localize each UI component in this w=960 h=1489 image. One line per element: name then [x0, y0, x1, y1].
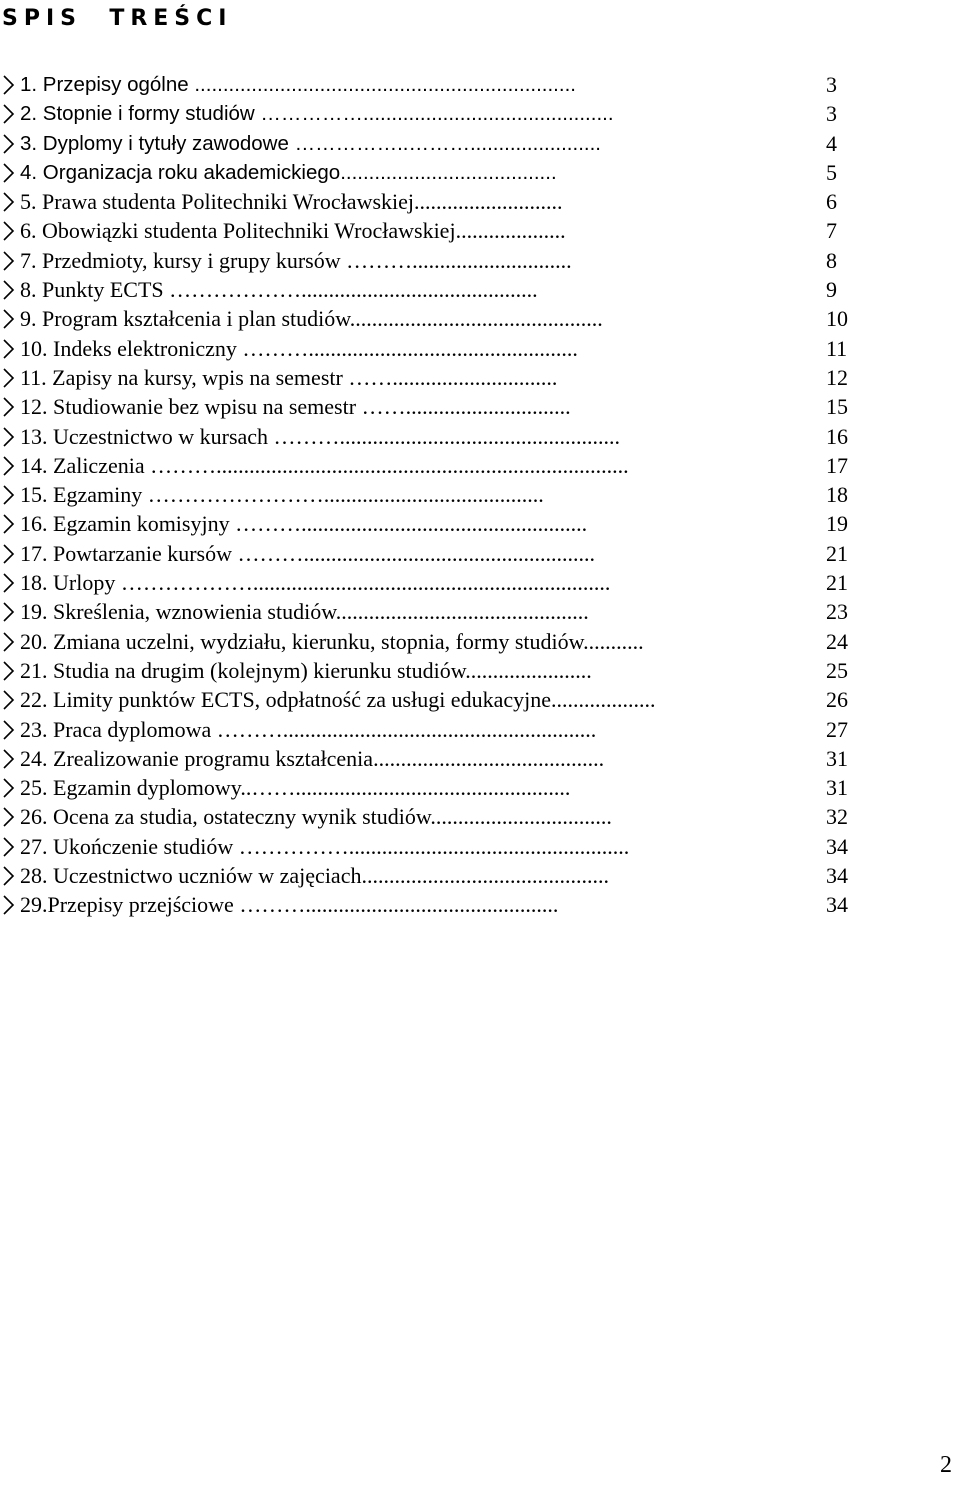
toc-item[interactable] — [0, 685, 960, 714]
toc-item-page: 3 — [826, 72, 837, 97]
toc-item-page: 31 — [826, 775, 848, 801]
toc-entry[interactable] — [20, 685, 790, 714]
section-sign-icon — [0, 568, 18, 597]
toc-item-label: 25. Egzamin dyplomowy — [20, 775, 241, 801]
toc-entry[interactable] — [20, 832, 790, 861]
toc-item-page: 3 — [826, 101, 837, 127]
toc-item-label: 20. Zmiana uczelni, wydziału, kierunku, stopnia, formy studiów — [20, 628, 584, 654]
toc-leader: ………................................................. — [236, 335, 578, 361]
toc-entry[interactable] — [20, 597, 790, 626]
toc-entry[interactable] — [20, 129, 790, 158]
toc-entry[interactable] — [20, 656, 790, 685]
toc-leader: ………......................................................... — [211, 716, 597, 742]
section-sign-icon — [0, 70, 18, 99]
toc-item-label: 12. Studiowanie bez wpisu na semestr — [20, 394, 357, 420]
toc-item-label: 19. Skreślenia, wznowienia studiów — [20, 599, 336, 625]
toc-item-page: 21 — [826, 540, 848, 566]
section-sign-icon — [0, 129, 18, 158]
section-sign-icon — [0, 744, 18, 773]
section-sign-icon — [0, 861, 18, 890]
section-sign-icon — [0, 99, 18, 128]
toc-item-label: 1. Przepisy ogólne — [20, 73, 189, 96]
toc-item[interactable] — [0, 187, 960, 216]
toc-leader: ................................................................... — [188, 73, 576, 96]
toc-item[interactable] — [0, 832, 960, 861]
toc-leader: ……….............................................. — [233, 892, 559, 918]
toc-item-page: 18 — [826, 482, 848, 508]
toc-item[interactable] — [0, 568, 960, 597]
section-sign-icon — [0, 832, 18, 861]
toc-entry[interactable] — [20, 363, 790, 392]
toc-item-label: 17. Powtarzanie kursów — [20, 540, 233, 566]
section-sign-icon — [0, 890, 18, 919]
toc-item-page: 5 — [826, 159, 837, 185]
section-sign-icon — [0, 597, 18, 626]
toc-leader: …….............................. — [356, 394, 571, 420]
toc-leader: ………………........................................... — [163, 277, 538, 303]
toc-item[interactable] — [0, 480, 960, 509]
toc-item-label: 16. Egzamin komisyjny — [20, 511, 230, 537]
toc-item-label: 5. Prawa studenta Politechniki Wrocławskiej — [20, 189, 415, 215]
toc-item-label: 10. Indeks elektroniczny — [20, 335, 237, 361]
toc-leader: …….............................. — [342, 364, 558, 390]
toc-item-page: 9 — [826, 277, 837, 303]
toc-leader: ........................... — [414, 189, 563, 215]
toc-item[interactable] — [0, 451, 960, 480]
toc-item[interactable] — [0, 304, 960, 333]
toc-entry[interactable] — [20, 773, 790, 802]
toc-item-page: 16 — [826, 423, 848, 449]
toc-item-page: 6 — [826, 189, 837, 215]
toc-entry[interactable] — [20, 715, 790, 744]
section-sign-icon — [0, 158, 18, 187]
toc-item[interactable] — [0, 597, 960, 626]
section-sign-icon — [0, 216, 18, 245]
section-sign-icon — [0, 275, 18, 304]
toc-item-page: 32 — [826, 804, 848, 830]
toc-item-label: 9. Program kształcenia i plan studiów — [20, 306, 350, 332]
toc-item-label: 22. Limity punktów ECTS, odpłatność za usługi edukacyjne — [20, 687, 551, 713]
section-sign-icon — [0, 451, 18, 480]
section-sign-icon — [0, 509, 18, 538]
toc-entry[interactable] — [20, 422, 790, 451]
toc-leader: ………............................. — [340, 247, 572, 273]
toc-entry[interactable] — [20, 187, 790, 216]
toc-item-label: 14. Zaliczenia — [20, 452, 145, 478]
toc-item[interactable] — [0, 158, 960, 187]
toc-leader: ……………………........................................ — [142, 482, 544, 508]
toc-entry[interactable] — [20, 568, 790, 597]
toc-leader: ................................. — [430, 804, 612, 830]
toc-entry[interactable] — [20, 216, 790, 245]
table-of-contents — [0, 70, 960, 920]
toc-entry[interactable] — [20, 451, 790, 480]
toc-leader: ................... — [550, 687, 656, 713]
toc-item-page: 11 — [826, 335, 848, 361]
toc-item-page: 31 — [826, 745, 848, 771]
toc-leader: .......................................... — [373, 745, 605, 771]
section-sign-icon — [0, 363, 18, 392]
toc-item-page: 34 — [826, 863, 848, 889]
toc-entry[interactable] — [20, 802, 790, 831]
toc-entry[interactable] — [20, 158, 790, 187]
toc-item-page: 12 — [826, 364, 848, 390]
section-sign-icon — [0, 627, 18, 656]
toc-item-page: 17 — [826, 452, 848, 478]
toc-entry[interactable] — [20, 744, 790, 773]
toc-item-page: 4 — [826, 130, 837, 156]
toc-item[interactable] — [0, 334, 960, 363]
section-sign-icon — [0, 480, 18, 509]
toc-leader: ………..................................................... — [232, 540, 596, 566]
toc-entry[interactable] — [20, 861, 790, 890]
toc-item[interactable] — [0, 509, 960, 538]
toc-leader: .............................................. — [335, 599, 589, 625]
toc-leader: ……………..………....................... — [288, 131, 601, 155]
toc-item-label: 21. Studia na drugim (kolejnym) kierunku studiów — [20, 657, 466, 683]
toc-item[interactable] — [0, 392, 960, 421]
toc-item-label: 27. Ukończenie studiów — [20, 833, 234, 859]
section-sign-icon — [0, 246, 18, 275]
toc-entry[interactable] — [20, 275, 790, 304]
toc-entry[interactable] — [20, 246, 790, 275]
toc-item-label: 8. Punkty ECTS — [20, 277, 164, 303]
section-sign-icon — [0, 392, 18, 421]
toc-leader: ..…….................................................. — [240, 775, 571, 801]
toc-leader: ........... — [583, 628, 644, 654]
toc-item[interactable] — [0, 363, 960, 392]
toc-item-page: 34 — [826, 892, 848, 918]
toc-item-page: 7 — [826, 218, 837, 244]
toc-item-page: 10 — [826, 306, 848, 332]
toc-entry[interactable] — [20, 99, 790, 128]
toc-entry[interactable] — [20, 70, 790, 99]
toc-item[interactable] — [0, 70, 960, 99]
toc-item-label: 2. Stopnie i formy studiów — [20, 102, 255, 126]
toc-item[interactable] — [0, 99, 960, 128]
toc-item-label: 4. Organizacja roku akademickiego — [20, 160, 341, 184]
toc-item-page: 26 — [826, 687, 848, 713]
toc-item[interactable] — [0, 275, 960, 304]
toc-leader: ……………............................................ — [254, 102, 614, 126]
toc-item[interactable] — [0, 773, 960, 802]
toc-item-page: 15 — [826, 394, 848, 420]
toc-item[interactable] — [0, 890, 960, 919]
section-sign-icon — [0, 539, 18, 568]
toc-item-label: 18. Urlopy — [20, 570, 116, 596]
toc-leader: ……………................................................... — [233, 833, 630, 859]
toc-item-label: 7. Przedmioty, kursy i grupy kursów — [20, 247, 341, 273]
toc-item-label: 23. Praca dyplomowa — [20, 716, 212, 742]
toc-entry[interactable] — [20, 392, 790, 421]
toc-item-label: 3. Dyplomy i tytuły zawodowe — [20, 131, 289, 155]
section-sign-icon — [0, 187, 18, 216]
section-sign-icon — [0, 802, 18, 831]
toc-entry[interactable] — [20, 480, 790, 509]
section-sign-icon — [0, 304, 18, 333]
toc-leader: ...................................... — [340, 160, 557, 184]
toc-item-label: 13. Uczestnictwo w kursach — [20, 423, 269, 449]
toc-entry[interactable] — [20, 334, 790, 363]
toc-item[interactable] — [0, 627, 960, 656]
toc-item[interactable] — [0, 246, 960, 275]
toc-leader: ....................... — [465, 657, 592, 683]
page-number: 2 — [940, 1452, 952, 1478]
toc-leader: .................... — [455, 218, 566, 244]
toc-item-page: 19 — [826, 511, 848, 537]
toc-item-page: 23 — [826, 599, 848, 625]
toc-leader: ………........................................................................... — [144, 452, 629, 478]
toc-item-page: 27 — [826, 716, 848, 742]
toc-leader: .............................................. — [349, 306, 603, 332]
section-sign-icon — [0, 334, 18, 363]
toc-entry[interactable] — [20, 890, 790, 919]
toc-leader: ………................................................... — [268, 423, 621, 449]
toc-item[interactable] — [0, 216, 960, 245]
toc-item-label: 26. Ocena za studia, ostateczny wynik studiów — [20, 804, 431, 830]
section-sign-icon — [0, 685, 18, 714]
toc-item[interactable] — [0, 656, 960, 685]
section-sign-icon — [0, 773, 18, 802]
toc-leader: ………………................................................................. — [115, 570, 611, 596]
toc-item[interactable] — [0, 539, 960, 568]
toc-item-page: 21 — [826, 570, 848, 596]
toc-item-label: 15. Egzaminy — [20, 482, 143, 508]
toc-entry[interactable] — [20, 539, 790, 568]
toc-entry[interactable] — [20, 304, 790, 333]
toc-item-label: 29.Przepisy przejściowe — [20, 892, 234, 918]
toc-leader: ............................................. — [361, 863, 609, 889]
toc-item-page: 25 — [826, 657, 848, 683]
toc-item[interactable] — [0, 422, 960, 451]
toc-item-label: 28. Uczestnictwo uczniów w zajęciach — [20, 863, 362, 889]
toc-item-page: 24 — [826, 628, 848, 654]
section-sign-icon — [0, 715, 18, 744]
toc-item-page: 34 — [826, 833, 848, 859]
toc-item[interactable] — [0, 129, 960, 158]
toc-leader: ……….................................................... — [229, 511, 588, 537]
toc-item-label: 6. Obowiązki studenta Politechniki Wrocławskiej — [20, 218, 456, 244]
toc-item[interactable] — [0, 715, 960, 744]
toc-item[interactable] — [0, 861, 960, 890]
toc-item-label: 11. Zapisy na kursy, wpis na semestr — [20, 364, 343, 390]
toc-item-label: 24. Zrealizowanie programu kształcenia — [20, 745, 374, 771]
section-sign-icon — [0, 656, 18, 685]
toc-item[interactable] — [0, 744, 960, 773]
toc-entry[interactable] — [20, 627, 790, 656]
toc-item[interactable] — [0, 802, 960, 831]
toc-item-page: 8 — [826, 247, 837, 273]
toc-entry[interactable] — [20, 509, 790, 538]
page-title: SPIS TREŚCI — [2, 6, 233, 31]
section-sign-icon — [0, 422, 18, 451]
